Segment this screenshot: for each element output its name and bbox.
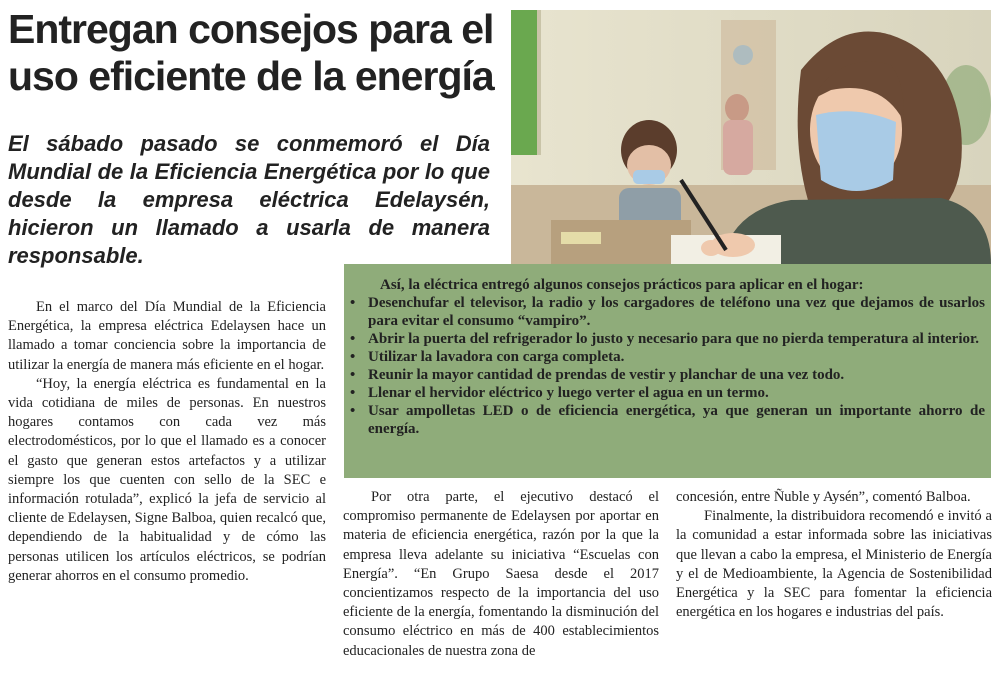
body-paragraph: Por otra parte, el ejecutivo destacó el compromiso permanente de Edelaysen por aportar en materia de eficiencia energética, razón por la que la empresa lleva adelante su iniciativa “Escuelas con Energía”. “En Grupo Saesa desde el 2017 concientizamos respecto de la importancia del uso eficiente de la energía, fomentando la disminución del consumo eléctrico en más de 400 establecimientos educacionales de nuestra zona de	[343, 489, 659, 659]
classroom-photo	[511, 10, 991, 264]
tip-item	[350, 330, 985, 348]
body-paragraph: “Hoy, la energía eléctrica es fundamental en la vida cotidiana de miles de personas. En nuestros hogares contamos con cada vez más electrodomésticos, por lo que el llamado es a conocer el gasto que generan estos artefactos y a utilizar siempre los que cuenten con sello de la SEC e información rotulada”, explicó la jefa de servicio al cliente de Edelaysen, Signe Balboa, quien recalcó que, dependiendo de la habitualidad y de cómo las personas utilicen los artículos eléctricos, se podrían generar ahorros en el consumo promedio.	[8, 375, 326, 584]
tip-text: Llenar el hervidor eléctrico y luego verter el agua en un termo.	[368, 385, 769, 401]
tip-text: Desenchufar el televisor, la radio y los cargadores de teléfono una vez que dejamos de usarlos para evitar el consumo “vampiro”.	[368, 295, 985, 329]
lead-paragraph: El sábado pasado se conmemoró el Día Mundial de la Eficiencia Energética por lo que desde la empresa eléctrica Edelaysén, hicieron un llamado a usarla de manera responsable.	[8, 131, 490, 268]
bullet-icon: •	[350, 331, 356, 347]
body-column-1	[8, 298, 326, 586]
tip-text: Abrir la puerta del refrigerador lo justo y necesario para que no pierda temperatura al interior.	[368, 331, 980, 347]
body-paragraph: Finalmente, la distribuidora recomendó e invitó a la comunidad a estar informada sobre las iniciativas que llevan a cabo la empresa, el Ministerio de Energía y el de Medioambiente, la Agencia de Sostenibilidad Energética y la SEC para fomentar la eficiencia energética en los hogares e industrias del país.	[676, 508, 992, 621]
tips-list	[350, 294, 985, 438]
bullet-icon: •	[350, 385, 356, 401]
classroom-photo-icon	[511, 10, 991, 264]
tip-text: Utilizar la lavadora con carga completa.	[368, 349, 625, 365]
tip-text: Usar ampolletas LED o de eficiencia energética, ya que generan un importante ahorro de energía.	[368, 403, 985, 437]
tip-item	[350, 402, 985, 438]
headline: Entregan consejos para el uso eficiente de la energía	[8, 6, 494, 99]
tip-item	[350, 294, 985, 330]
tip-item	[350, 366, 985, 384]
tips-title: Así, la eléctrica entregó algunos consejos prácticos para aplicar en el hogar:	[380, 277, 864, 293]
bullet-icon: •	[350, 403, 356, 419]
body-paragraph-continued: concesión, entre Ñuble y Aysén”, comentó Balboa.	[676, 489, 971, 505]
tip-text: Reunir la mayor cantidad de prendas de vestir y planchar de una vez todo.	[368, 367, 845, 383]
tip-item	[350, 384, 985, 402]
body-column-3	[676, 488, 992, 622]
tips-box	[344, 264, 991, 478]
tip-item	[350, 348, 985, 366]
bullet-icon: •	[350, 295, 356, 311]
bullet-icon: •	[350, 349, 356, 365]
body-column-2	[343, 488, 659, 661]
bullet-icon: •	[350, 367, 356, 383]
body-paragraph: En el marco del Día Mundial de la Eficiencia Energética, la empresa eléctrica Edelaysen hace un llamado a tomar conciencia sobre la importancia de utilizar la energía de manera más eficiente en el hogar.	[8, 299, 326, 373]
